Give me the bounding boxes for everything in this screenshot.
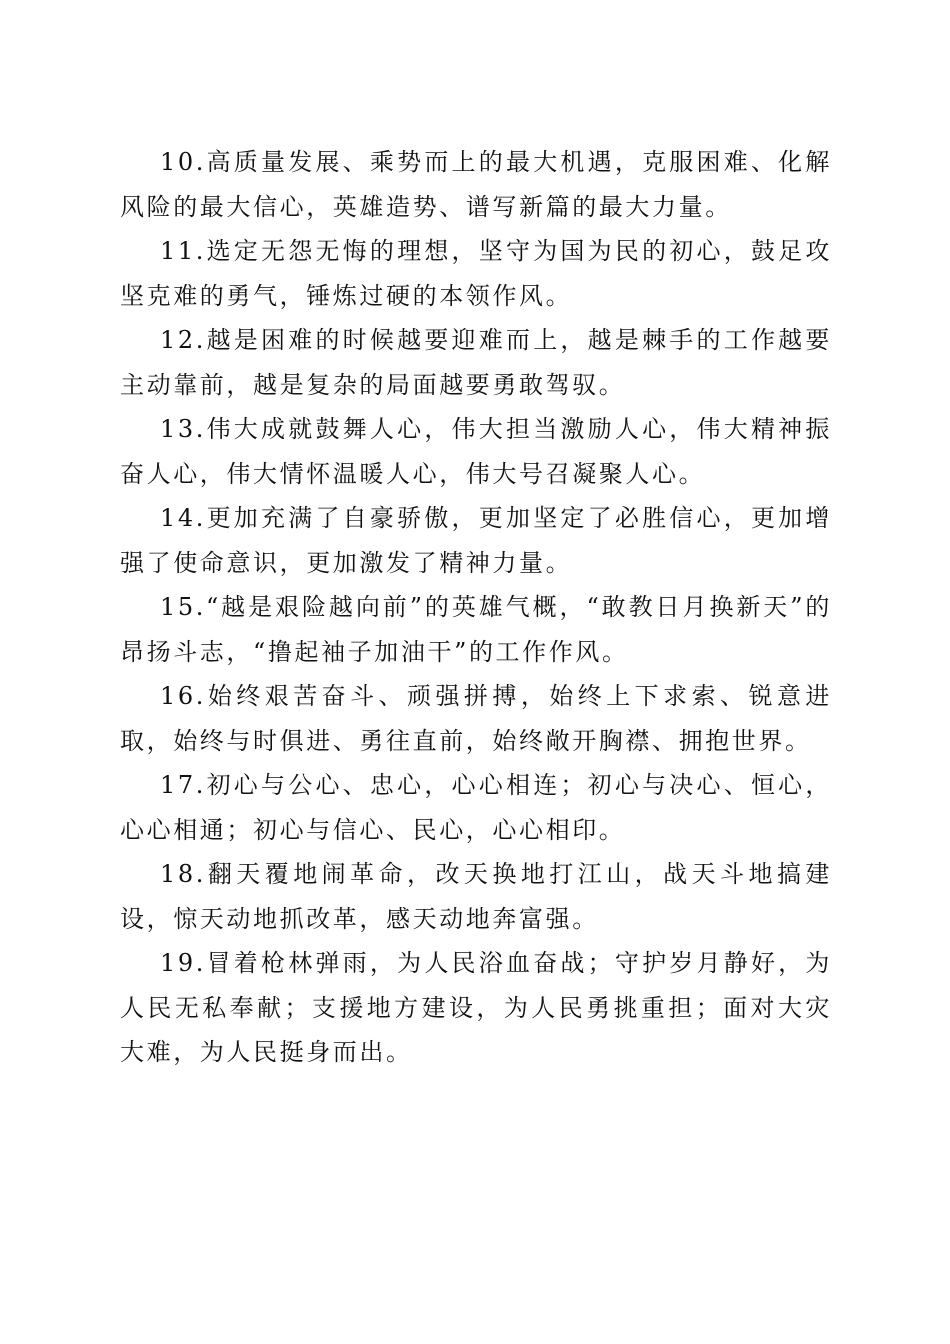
paragraph-17: 17.初心与公心、忠心，心心相连；初心与决心、恒心，心心相通；初心与信心、民心，心心相印。: [120, 771, 832, 844]
paragraph-12: 12.越是困难的时候越要迎难而上，越是棘手的工作越要主动靠前，越是复杂的局面越要勇敢驾驭。: [120, 326, 832, 399]
paragraph-13: 13.伟大成就鼓舞人心，伟大担当激励人心，伟大精神振奋人心，伟大情怀温暖人心，伟大号召凝聚人心。: [120, 415, 832, 488]
paragraph-15: 15.“越是艰险越向前”的英雄气概，“敢教日月换新天”的昂扬斗志，“撸起袖子加油干”的工作作风。: [120, 593, 832, 666]
paragraph-16: 16.始终艰苦奋斗、顽强拼搏，始终上下求索、锐意进取，始终与时俱进、勇往直前，始终敞开胸襟、拥抱世界。: [120, 682, 832, 755]
paragraph-19: 19.冒着枪林弹雨，为人民浴血奋战；守护岁月静好，为人民无私奉献；支援地方建设，为人民勇挑重担；面对大灾大难，为人民挺身而出。: [120, 949, 832, 1066]
paragraph-18: 18.翻天覆地闹革命，改天换地打江山，战天斗地搞建设，惊天动地抓改革，感天动地奔富强。: [120, 860, 832, 933]
document-body: [120, 140, 832, 1075]
paragraph-11: 11.选定无怨无悔的理想，坚守为国为民的初心，鼓足攻坚克难的勇气，锤炼过硬的本领作风。: [120, 237, 832, 310]
paragraph-14: 14.更加充满了自豪骄傲，更加坚定了必胜信心，更加增强了使命意识，更加激发了精神力量。: [120, 504, 832, 577]
paragraph-10: 10.高质量发展、乘势而上的最大机遇，克服困难、化解风险的最大信心，英雄造势、谱写新篇的最大力量。: [120, 148, 832, 221]
